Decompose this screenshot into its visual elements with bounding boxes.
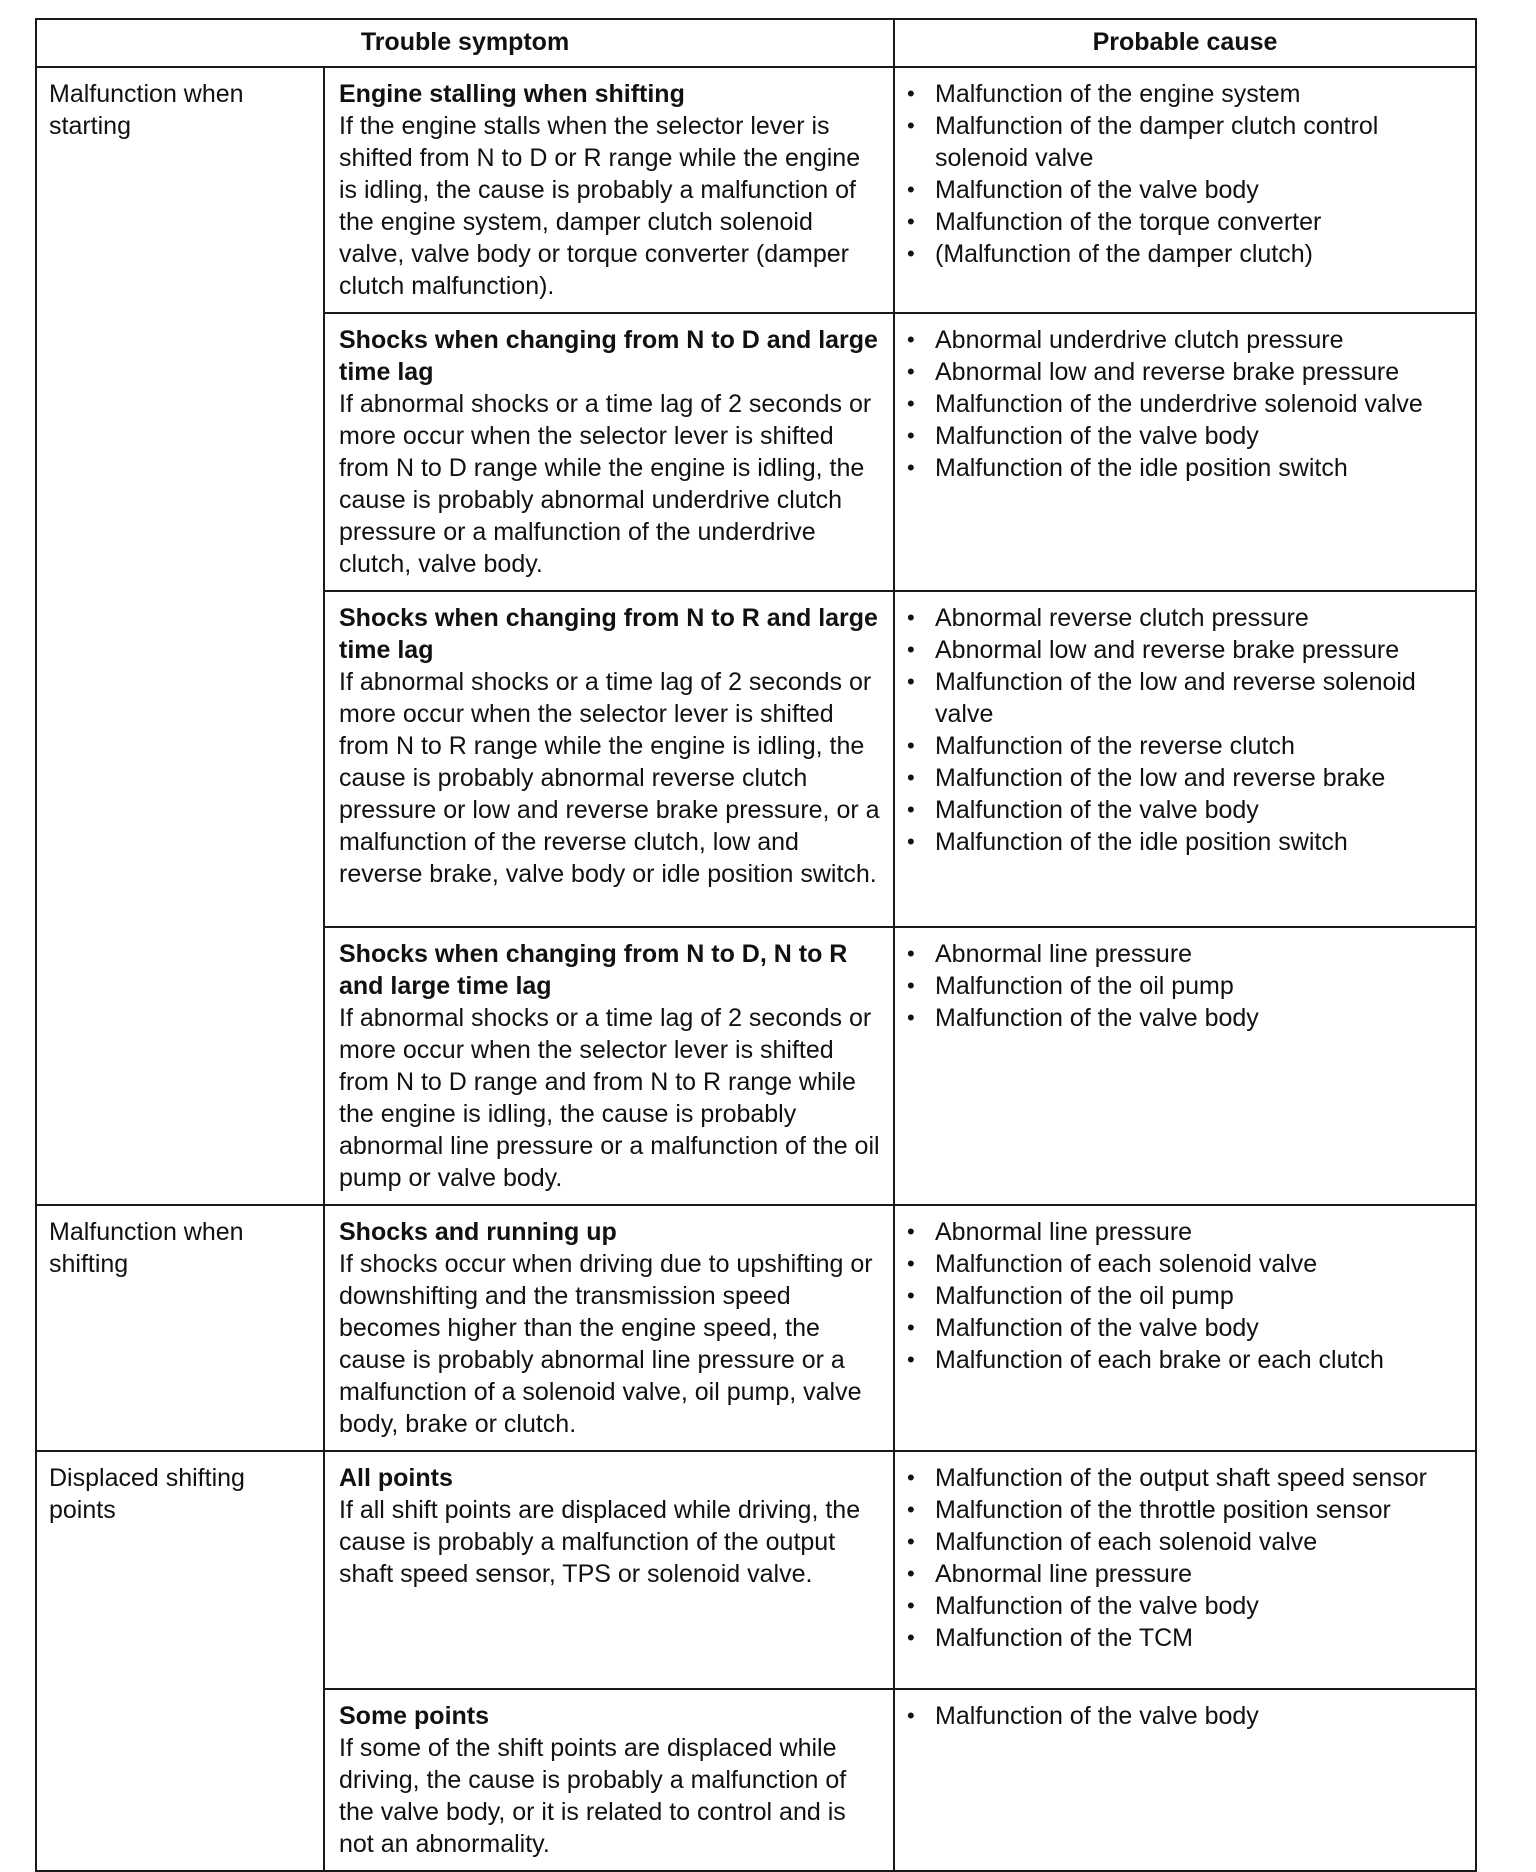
- header-probable-cause: Probable cause: [894, 19, 1476, 67]
- symptom-cell: [324, 927, 894, 1205]
- cause-cell: [894, 927, 1476, 1205]
- symptom-description: If all shift points are displaced while driving, the cause is probably a malfunction of the output shaft speed sensor, TPS or solenoid valve.: [339, 1496, 861, 1588]
- cause-item: • Malfunction of the throttle position sensor: [935, 1494, 1469, 1526]
- cause-list: [935, 1462, 1469, 1654]
- cause-item: • Malfunction of the output shaft speed sensor: [935, 1462, 1469, 1494]
- cause-item: • (Malfunction of the damper clutch): [935, 238, 1469, 270]
- cause-item: • Abnormal low and reverse brake pressure: [935, 356, 1469, 388]
- header-row: [36, 19, 1476, 67]
- cause-item: • Malfunction of the low and reverse solenoid valve: [935, 666, 1469, 730]
- cause-cell: [894, 1689, 1476, 1871]
- cause-item: • Abnormal low and reverse brake pressure: [935, 634, 1469, 666]
- cause-list: [935, 1216, 1469, 1376]
- cause-list: [935, 938, 1469, 1034]
- symptom-cell: [324, 313, 894, 591]
- cause-item: • Malfunction of the underdrive solenoid valve: [935, 388, 1469, 420]
- cause-item: • Malfunction of the valve body: [935, 794, 1469, 826]
- cause-list: [935, 324, 1469, 484]
- cause-item: • Malfunction of the valve body: [935, 1002, 1469, 1034]
- cause-item: • Abnormal line pressure: [935, 1558, 1469, 1590]
- symptom-cell: [324, 67, 894, 313]
- cause-cell: [894, 1205, 1476, 1451]
- table-row: [36, 1451, 1476, 1689]
- category-cell: Malfunction when shifting: [36, 1205, 324, 1451]
- cause-item: • Malfunction of each solenoid valve: [935, 1248, 1469, 1280]
- category-cell: Displaced shifting points: [36, 1451, 324, 1871]
- header-trouble-symptom: Trouble symptom: [36, 19, 894, 67]
- symptom-title: All points: [339, 1464, 453, 1492]
- cause-item: • Abnormal line pressure: [935, 1216, 1469, 1248]
- cause-cell: [894, 1451, 1476, 1689]
- table-row: [36, 1205, 1476, 1451]
- cause-item: • Malfunction of the low and reverse brake: [935, 762, 1469, 794]
- cause-list: [935, 602, 1469, 858]
- table-row: [36, 67, 1476, 313]
- cause-list: [935, 78, 1469, 270]
- symptom-title: Shocks when changing from N to R and large time lag: [339, 604, 878, 664]
- cause-item: • Abnormal line pressure: [935, 938, 1469, 970]
- symptom-description: If abnormal shocks or a time lag of 2 seconds or more occur when the selector lever is shifted from N to D range and from N to R range while the engine is idling, the cause is probably abnormal line pressure or a malfunction of the oil pump or valve body.: [339, 1004, 880, 1192]
- cause-item: • Malfunction of the torque converter: [935, 206, 1469, 238]
- cause-item: • Malfunction of the oil pump: [935, 970, 1469, 1002]
- cause-list: [935, 1700, 1469, 1732]
- cause-cell: [894, 313, 1476, 591]
- troubleshooting-table: [35, 18, 1477, 1872]
- symptom-description: If shocks occur when driving due to upshifting or downshifting and the transmission speed becomes higher than the engine speed, the cause is probably abnormal line pressure or a malfunction of a solenoid valve, oil pump, valve body, brake or clutch.: [339, 1250, 873, 1438]
- cause-item: • Malfunction of the valve body: [935, 1312, 1469, 1344]
- symptom-description: If abnormal shocks or a time lag of 2 seconds or more occur when the selector lever is shifted from N to D range while the engine is idling, the cause is probably abnormal underdrive clutch pressure or a malfunction of the underdrive clutch, valve body.: [339, 390, 872, 578]
- cause-item: • Malfunction of the TCM: [935, 1622, 1469, 1654]
- cause-item: • Malfunction of the engine system: [935, 78, 1469, 110]
- symptom-title: Shocks when changing from N to D and large time lag: [339, 326, 878, 386]
- cause-cell: [894, 591, 1476, 927]
- symptom-cell: [324, 1205, 894, 1451]
- cause-item: • Abnormal underdrive clutch pressure: [935, 324, 1469, 356]
- cause-item: • Malfunction of the idle position switch: [935, 826, 1469, 858]
- symptom-cell: [324, 1451, 894, 1689]
- cause-item: • Malfunction of the oil pump: [935, 1280, 1469, 1312]
- cause-item: • Malfunction of each brake or each clutch: [935, 1344, 1469, 1376]
- symptom-title: Shocks and running up: [339, 1218, 617, 1246]
- symptom-description: If some of the shift points are displaced while driving, the cause is probably a malfunction of the valve body, or it is related to control and is not an abnormality.: [339, 1734, 847, 1858]
- symptom-title: Some points: [339, 1702, 490, 1730]
- cause-item: • Abnormal reverse clutch pressure: [935, 602, 1469, 634]
- symptom-description: If abnormal shocks or a time lag of 2 seconds or more occur when the selector lever is shifted from N to R range while the engine is idling, the cause is probably abnormal reverse clutch pressure or low and reverse brake pressure, or a malfunction of the reverse clutch, low and reverse brake, valve body or idle position switch.: [339, 668, 880, 888]
- cause-item: • Malfunction of the idle position switch: [935, 452, 1469, 484]
- cause-item: • Malfunction of the valve body: [935, 174, 1469, 206]
- cause-item: • Malfunction of the damper clutch control solenoid valve: [935, 110, 1469, 174]
- cause-item: • Malfunction of the valve body: [935, 1700, 1469, 1732]
- cause-item: • Malfunction of the reverse clutch: [935, 730, 1469, 762]
- category-cell: Malfunction when starting: [36, 67, 324, 1205]
- cause-cell: [894, 67, 1476, 313]
- document-page: [35, 18, 1475, 1872]
- cause-item: • Malfunction of each solenoid valve: [935, 1526, 1469, 1558]
- cause-item: • Malfunction of the valve body: [935, 1590, 1469, 1622]
- symptom-description: If the engine stalls when the selector lever is shifted from N to D or R range while the engine is idling, the cause is probably a malfunction of the engine system, damper clutch solenoid valve, valve body or torque converter (damper clutch malfunction).: [339, 112, 861, 300]
- symptom-title: Shocks when changing from N to D, N to R and large time lag: [339, 940, 848, 1000]
- cause-item: • Malfunction of the valve body: [935, 420, 1469, 452]
- symptom-title: Engine stalling when shifting: [339, 80, 685, 108]
- symptom-cell: [324, 1689, 894, 1871]
- symptom-cell: [324, 591, 894, 927]
